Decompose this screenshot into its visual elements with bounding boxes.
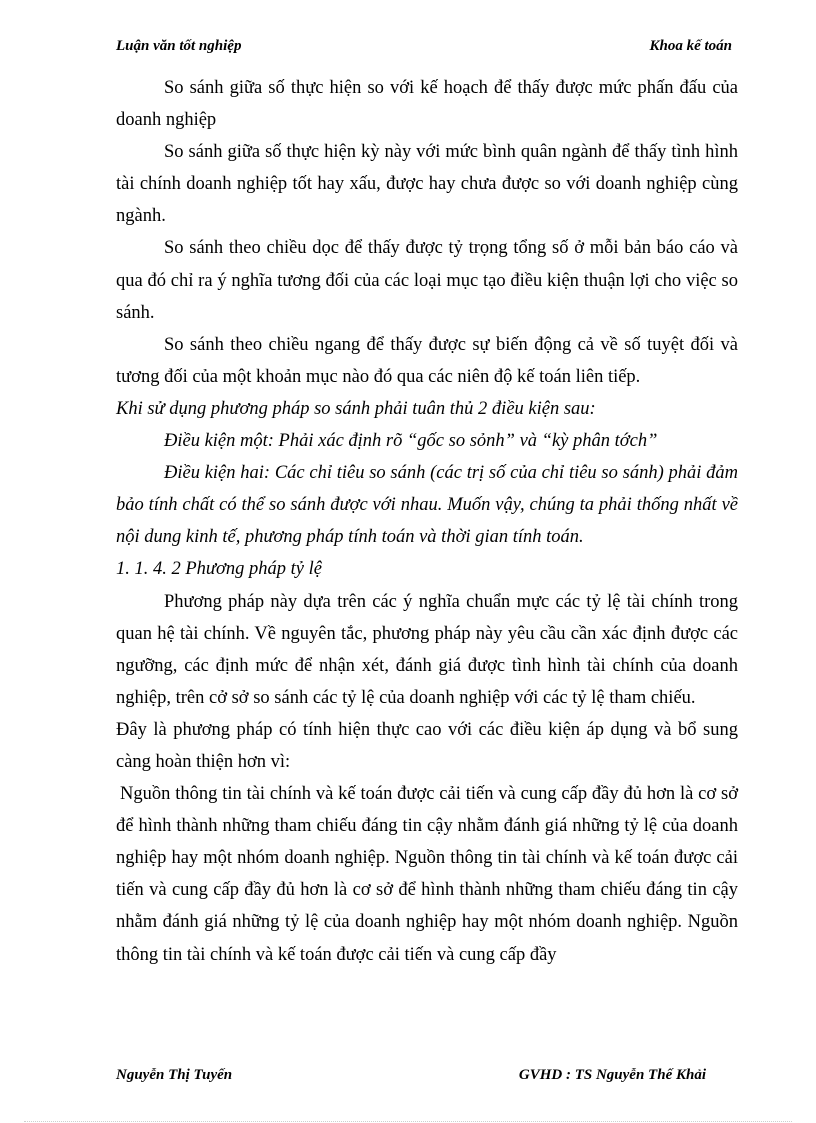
- footer-supervisor: GVHD : TS Nguyễn Thế Khải: [518, 1067, 706, 1083]
- paragraph-compare-industry: So sánh giữa số thực hiện kỳ này với mức bình quân ngành để thấy tình hình tài chính doanh nghiệp tốt hay xấu, được hay chưa được so với doanh nghiệp cùng ngành.: [116, 142, 738, 227]
- document-body: [116, 72, 738, 971]
- section-heading-ratio-method: 1. 1. 4. 2 Phương pháp tỷ lệ: [116, 559, 322, 580]
- paragraph-conditions-intro: Khi sử dụng phương pháp so sánh phải tuân thủ 2 điều kiện sau:: [116, 398, 596, 419]
- page-header: [116, 38, 732, 58]
- paragraph-condition-one: Điều kiện một: Phải xác định rõ “gốc so sỏnh” và “kỳ phân tớch”: [164, 431, 658, 452]
- paragraph-information-source: Nguồn thông tin tài chính và kế toán được cải tiến và cung cấp đầy đủ hơn là cơ sở để hình thành những tham chiếu đáng tin cậy nhằm đánh giá những tỷ lệ của doanh nghiệp hay một nhóm doanh nghiệp. Nguồn thông tin tài chính và kế toán được cải tiến và cung cấp đầy đủ hơn là cơ sở để hình thành những tham chiếu đáng tin cậy nhằm đánh giá những tỷ lệ của doanh nghiệp hay một nhóm doanh nghiệp. Nguồn thông tin tài chính và kế toán được cải tiến và cung cấp đầy: [116, 784, 738, 965]
- footer-author: Nguyễn Thị Tuyến: [116, 1067, 233, 1083]
- page-bottom-divider: [24, 1121, 792, 1122]
- paragraph-condition-two: Điều kiện hai: Các chỉ tiêu so sánh (các trị số của chỉ tiêu so sánh) phải đảm bảo tính chất có thể so sánh được với nhau. Muốn vậy, chúng ta phải thống nhất về nội dung kinh tế, phương pháp tính toán và thời gian tính toán.: [116, 463, 738, 548]
- paragraph-ratio-method: Phương pháp này dựa trên các ý nghĩa chuẩn mực các tỷ lệ tài chính trong quan hệ tài chính. Về nguyên tắc, phương pháp này yêu cầu cần xác định được các ngưỡng, các định mức để nhận xét, đánh giá được tình hình tài chính của doanh nghiệp, trên cở sở so sánh các tỷ lệ của doanh nghiệp với các tỷ lệ tham chiếu.: [116, 591, 738, 708]
- paragraph-practicality: Đây là phương pháp có tính hiện thực cao với các điều kiện áp dụng và bổ sung càng hoàn thiện hơn vì:: [116, 719, 738, 772]
- paragraph-compare-plan: So sánh giữa số thực hiện so với kế hoạch để thấy được mức phấn đấu của doanh nghiệp: [116, 78, 738, 131]
- header-faculty-label: Khoa kế toán: [649, 38, 732, 54]
- paragraph-compare-vertical: So sánh theo chiều dọc để thấy được tỷ trọng tổng số ở mỗi bản báo cáo và qua đó chỉ ra ý nghĩa tương đối của các loại mục tạo điều kiện thuận lợi cho việc so sánh.: [116, 238, 738, 323]
- page-footer: [116, 1067, 706, 1087]
- paragraph-compare-horizontal: So sánh theo chiều ngang để thấy được sự biến động cả về số tuyệt đối và tương đối của một khoản mục nào đó qua các niên độ kế toán liên tiếp.: [116, 334, 738, 387]
- header-thesis-label: Luận văn tốt nghiệp: [116, 38, 242, 54]
